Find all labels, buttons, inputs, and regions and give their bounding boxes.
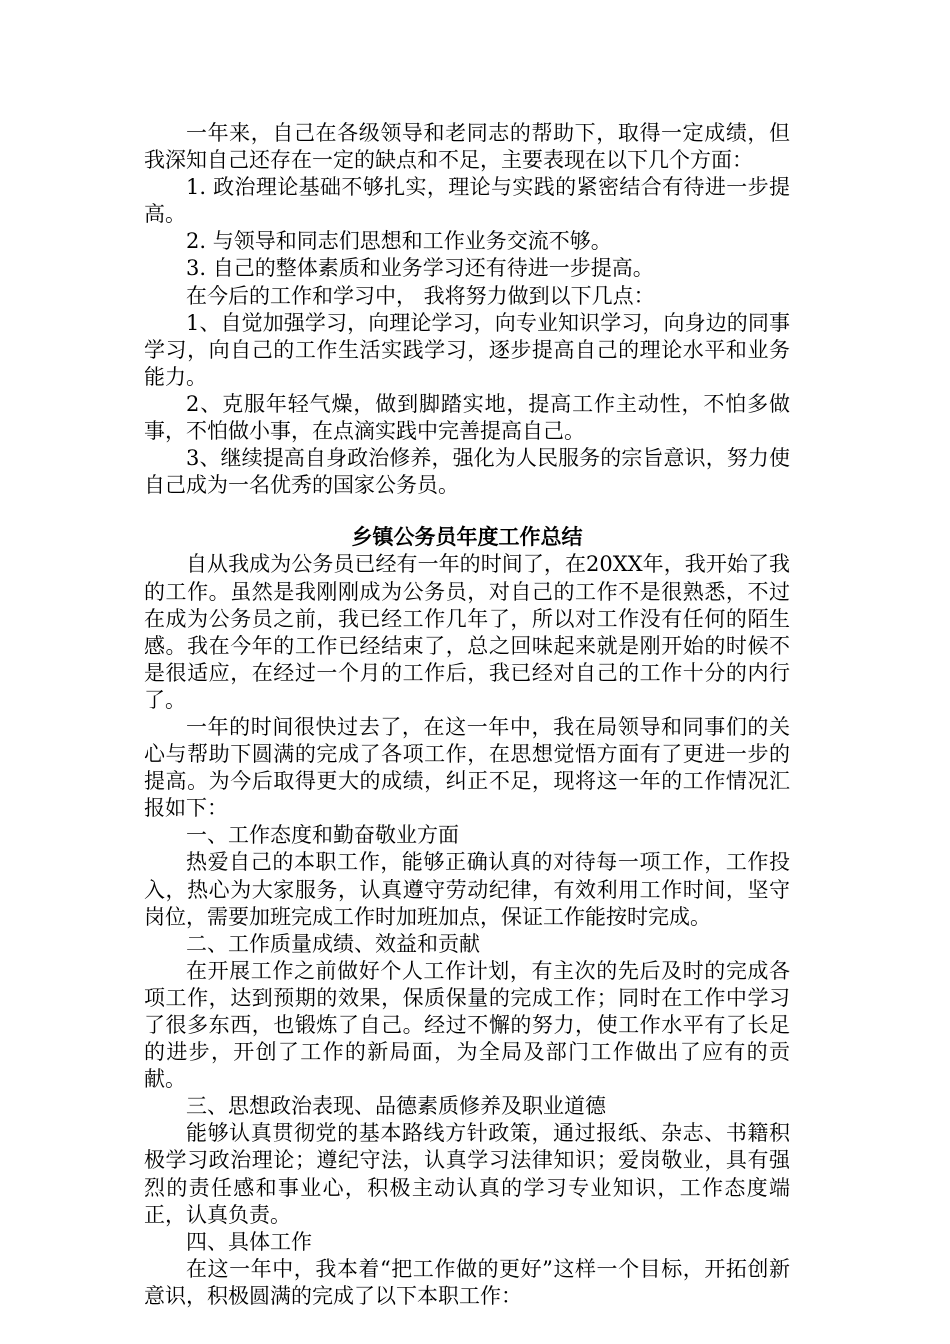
paragraph: 在开展工作之前做好个人工作计划，有主次的先后及时的完成各项工作，达到预期的效果，保质保量的完成工作；同时在工作中学习了很多东西，也锻炼了自己。经过不懈的努力，使工作水平有了长足的进步，开创了工作的新局面，为全局及部门工作做出了应有的贡献。: [144, 958, 790, 1092]
paragraph: 在今后的工作和学习中， 我将努力做到以下几点：: [186, 283, 655, 308]
paragraph: 2. 与领导和同志们思想和工作业务交流不够。: [186, 229, 612, 254]
section-title: 乡镇公务员年度工作总结: [351, 525, 583, 550]
section-annual-summary: [144, 524, 790, 1310]
paragraph: 自从我成为公务员已经有一年的时间了，在20XX年，我开始了我的工作。虽然是我刚刚成为公务员，对自己的工作不是很熟悉，不过在成为公务员之前，我已经工作几年了，所以对工作没有任何的陌生感。我在今年的工作已经结束了，总之回味起来就是刚开始的时候不是很适应，在经过一个月的工作后，我已经对自己的工作十分的内行了。: [144, 552, 790, 712]
paragraph: 能够认真贯彻党的基本路线方针政策，通过报纸、杂志、书籍积极学习政治理论；遵纪守法，认真学习法律知识；爱岗敬业，具有强烈的责任感和事业心，积极主动认真的学习专业知识，工作态度端正，认真负责。: [144, 1121, 790, 1227]
paragraph: 一年来，自己在各级领导和老同志的帮助下，取得一定成绩，但我深知自己还存在一定的缺点和不足，主要表现在以下几个方面：: [144, 121, 790, 173]
subheading: 二、工作质量成绩、效益和贡献: [186, 931, 480, 956]
paragraph: 1. 政治理论基础不够扎实，理论与实践的紧密结合有待进一步提高。: [144, 175, 790, 227]
paragraph: 2、克服年轻气燥，做到脚踏实地，提高工作主动性，不怕多做事，不怕做小事，在点滴实践中完善提高自己。: [144, 391, 790, 444]
paragraph: 3、继续提高自身政治修养，强化为人民服务的宗旨意识，努力使自己成为一名优秀的国家公务员。: [144, 446, 790, 498]
subheading: 一、工作态度和勤奋敬业方面: [186, 823, 459, 848]
subheading: 四、具体工作: [186, 1229, 312, 1254]
paragraph: 在这一年中，我本着“把工作做的更好”这样一个目标，开拓创新意识，积极圆满的完成了以下本职工作：: [144, 1256, 790, 1308]
section-gap: [144, 499, 790, 524]
section-shortcomings: [144, 120, 790, 499]
paragraph: 热爱自己的本职工作，能够正确认真的对待每一项工作，工作投入，热心为大家服务，认真遵守劳动纪律，有效利用工作时间，坚守岗位，需要加班完成工作时加班加点，保证工作能按时完成。: [144, 850, 790, 929]
paragraph: 3. 自己的整体素质和业务学习还有待进一步提高。: [186, 256, 654, 281]
subheading: 三、思想政治表现、品德素质修养及职业道德: [186, 1094, 606, 1119]
paragraph: 一年的时间很快过去了，在这一年中，我在局领导和同事们的关心与帮助下圆满的完成了各项工作，在思想觉悟方面有了更进一步的提高。为今后取得更大的成绩，纠正不足，现将这一年的工作情况汇报如下：: [144, 714, 790, 821]
paragraph: 1、自觉加强学习，向理论学习，向专业知识学习，向身边的同事学习，向自己的工作生活实践学习，逐步提高自己的理论水平和业务能力。: [144, 310, 790, 389]
document-page: [144, 120, 790, 1310]
